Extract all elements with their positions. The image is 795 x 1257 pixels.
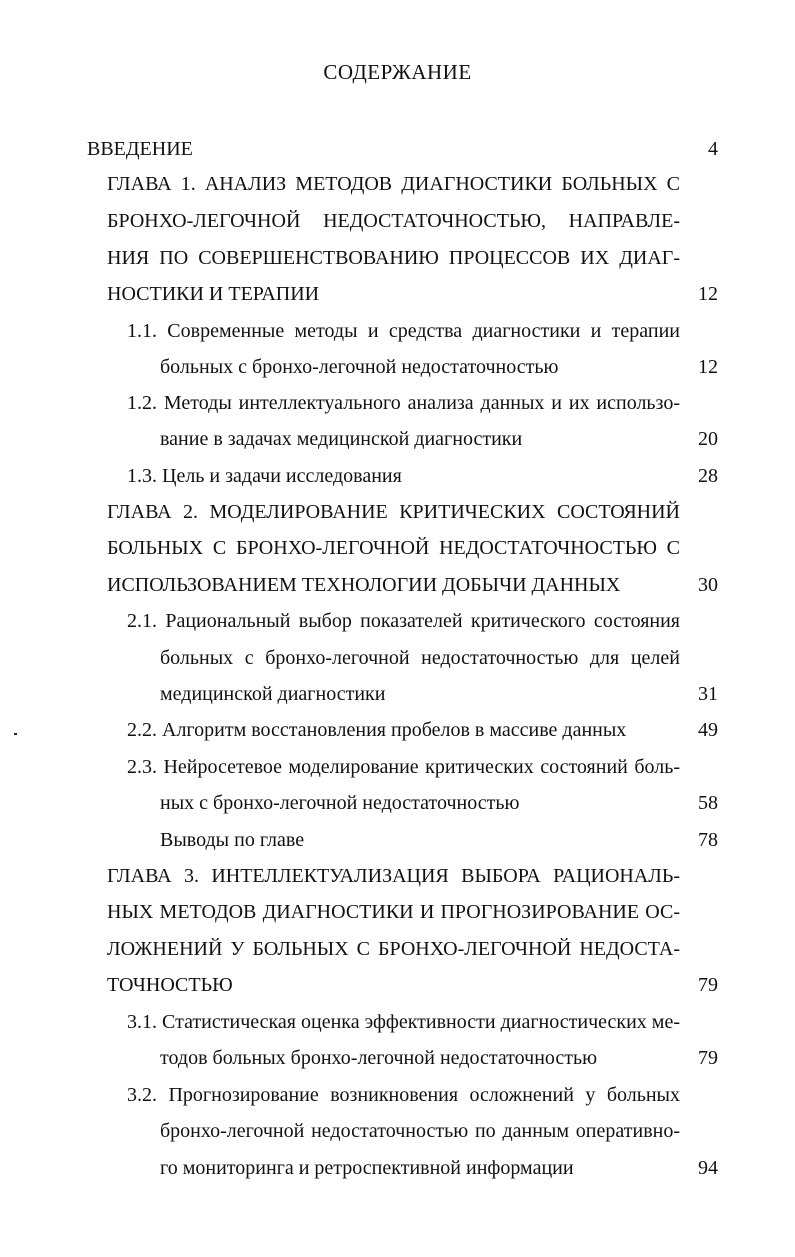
toc-page-number: 12: [698, 356, 718, 378]
toc-page-number: 78: [698, 829, 718, 851]
toc-line: медицинской диагностики: [160, 683, 386, 705]
toc-page-number: 30: [698, 574, 718, 596]
toc-line: Выводы по главе: [160, 829, 305, 851]
toc-line: 2.2. Алгоритм восстановления пробелов в массиве данных: [127, 719, 627, 741]
toc-line: ГЛАВА 1. АНАЛИЗ МЕТОДОВ ДИАГНОСТИКИ БОЛЬНЫХ С: [107, 173, 680, 195]
toc-line: ВВЕДЕНИЕ: [87, 138, 193, 160]
toc-page-number: 79: [698, 1047, 718, 1069]
toc-line: 3.2. Прогнозирование возникновения осложнений у больных: [127, 1084, 680, 1106]
toc-line: НИЯ ПО СОВЕРШЕНСТВОВАНИЮ ПРОЦЕССОВ ИХ ДИАГ-: [107, 247, 680, 269]
toc-line: 1.2. Методы интеллектуального анализа данных и их использо-: [127, 392, 680, 414]
toc-line: ных с бронхо-легочной недостаточностью: [160, 792, 520, 814]
toc-line: 2.1. Рациональный выбор показателей критического состояния: [127, 610, 680, 632]
toc-page-number: 31: [698, 683, 718, 705]
toc-page-number: 12: [698, 283, 718, 305]
toc-page-number: 94: [698, 1157, 718, 1179]
toc-page-number: 58: [698, 792, 718, 814]
toc-line: БОЛЬНЫХ С БРОНХО-ЛЕГОЧНОЙ НЕДОСТАТОЧНОСТЬЮ С: [107, 537, 680, 559]
scan-speck: [14, 733, 17, 735]
toc-page-number: 28: [698, 465, 718, 487]
page-title: СОДЕРЖАНИЕ: [323, 60, 472, 84]
toc-line: ТОЧНОСТЬЮ: [107, 974, 233, 996]
toc-line: 1.1. Современные методы и средства диагностики и терапии: [127, 320, 680, 342]
toc-page-number: 49: [698, 719, 718, 741]
toc-page-number: 79: [698, 974, 718, 996]
toc-line: больных с бронхо-легочной недостаточностью для целей: [160, 647, 680, 669]
toc-line: НЫХ МЕТОДОВ ДИАГНОСТИКИ И ПРОГНОЗИРОВАНИЕ ОС-: [107, 901, 680, 923]
toc-line: 2.3. Нейросетевое моделирование критических состояний боль-: [127, 756, 680, 778]
toc-line: го мониторинга и ретроспективной информации: [160, 1157, 574, 1179]
toc-page-number: 20: [698, 428, 718, 450]
toc-line: НОСТИКИ И ТЕРАПИИ: [107, 283, 320, 305]
toc-line: 3.1. Статистическая оценка эффективности диагностических ме-: [127, 1011, 680, 1033]
toc-line: ГЛАВА 2. МОДЕЛИРОВАНИЕ КРИТИЧЕСКИХ СОСТОЯНИЙ: [107, 501, 680, 523]
toc-page-number: 4: [708, 138, 718, 160]
toc-line: ГЛАВА 3. ИНТЕЛЛЕКТУАЛИЗАЦИЯ ВЫБОРА РАЦИОНАЛЬ-: [107, 865, 680, 887]
toc-line: тодов больных бронхо-легочной недостаточностью: [160, 1047, 598, 1069]
toc-line: 1.3. Цель и задачи исследования: [127, 465, 402, 487]
toc-line: вание в задачах медицинской диагностики: [160, 428, 523, 450]
toc-line: бронхо-легочной недостаточностью по данным оперативно-: [160, 1120, 680, 1142]
toc-line: ЛОЖНЕНИЙ У БОЛЬНЫХ С БРОНХО-ЛЕГОЧНОЙ НЕДОСТА-: [107, 938, 680, 960]
toc-line: БРОНХО-ЛЕГОЧНОЙ НЕДОСТАТОЧНОСТЬЮ, НАПРАВЛЕ-: [107, 210, 680, 232]
toc-line: ИСПОЛЬЗОВАНИЕМ ТЕХНОЛОГИИ ДОБЫЧИ ДАННЫХ: [107, 574, 621, 596]
toc-line: больных с бронхо-легочной недостаточностью: [160, 356, 559, 378]
